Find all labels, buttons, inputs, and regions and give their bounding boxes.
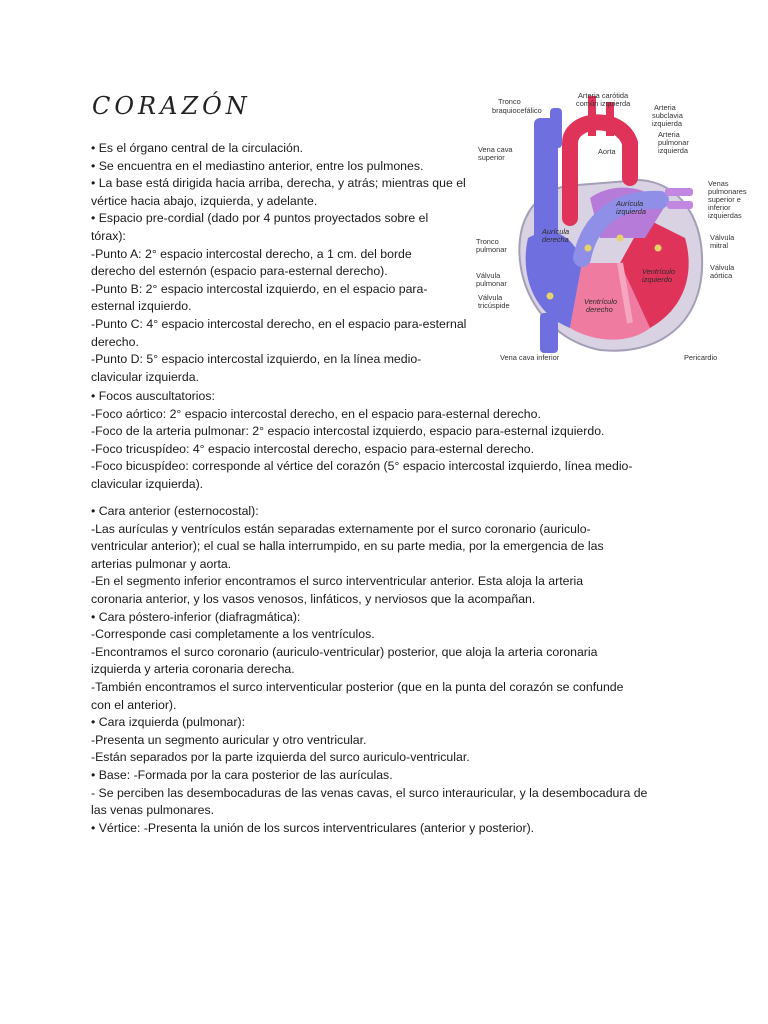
label-vena-cava-sup-2: superior xyxy=(478,153,505,162)
intro-line: derecho. xyxy=(91,334,139,349)
label-valvula-pulmonar-2: pulmonar xyxy=(476,279,507,288)
caras-line: -Corresponde casi completamente a los ventrículos. xyxy=(91,627,375,642)
brachiocephalic-trunk-shape xyxy=(550,108,562,148)
focos-section xyxy=(91,388,681,494)
caras-line: • Vértice: -Presenta la unión de los surcos interventriculares (anterior y posterior). xyxy=(91,820,535,835)
inferior-vena-cava-shape xyxy=(540,313,558,353)
intro-line: clavicular izquierda. xyxy=(91,369,199,384)
mitral-valve-dot xyxy=(655,245,662,252)
intro-line: derecho del esternón (espacio para-esternal derecho). xyxy=(91,264,388,279)
label-venas-pulm-3: superior e xyxy=(708,195,741,204)
caras-line: • Cara póstero-inferior (diafragmática): xyxy=(91,609,301,624)
label-subclavia-2: subclavia xyxy=(652,111,683,120)
label-tronco-braquiocefalico-2: braquiocefálico xyxy=(492,106,542,115)
tricuspid-valve-dot xyxy=(547,293,554,300)
label-venas-pulm-2: pulmonares xyxy=(708,187,747,196)
label-art-pulmonar-3: izquierda xyxy=(658,146,688,155)
focos-line: -Foco aórtico: 2° espacio intercostal derecho, en el espacio para-esternal derecho. xyxy=(91,406,541,421)
intro-line: • Se encuentra en el mediastino anterior, entre los pulmones. xyxy=(91,158,424,173)
caras-line: -También encontramos el surco interventicular posterior (que en la punta del corazón se confunde xyxy=(91,679,624,694)
intro-line: -Punto D: 5° espacio intercostal izquierdo, en la línea medio- xyxy=(91,352,422,367)
label-tronco-pulmonar-2: pulmonar xyxy=(476,245,507,254)
intro-line: vértice hacia abajo, izquierda, y adelante. xyxy=(91,193,318,208)
pulmonary-veins-shape xyxy=(665,188,693,196)
label-auricula-izq-2: izquierda xyxy=(616,207,646,216)
label-pericardio: Pericardio xyxy=(684,353,718,362)
focos-line: -Foco tricuspídeo: 4° espacio intercostal derecho, espacio para-esternal derecho. xyxy=(91,441,535,456)
caras-line: las venas pulmonares. xyxy=(91,803,215,818)
caras-line: -En el segmento inferior encontramos el surco interventricular anterior. Esta aloja la arteria xyxy=(91,574,584,589)
label-auricula-der-2: derecha xyxy=(542,235,569,244)
label-ventriculo-der-2: derecho xyxy=(586,305,613,314)
intro-line: esternal izquierdo. xyxy=(91,299,192,314)
label-carotida-1: Arteria carótida xyxy=(578,91,629,100)
intro-line: -Punto A: 2° espacio intercostal derecho, a 1 cm. del borde xyxy=(91,246,412,261)
intro-line: -Punto C: 4° espacio intercostal derecho, en el espacio para-esternal xyxy=(91,316,467,331)
label-auricula-izq-1: Aurícula xyxy=(616,199,644,208)
focos-line: -Foco bicuspídeo: corresponde al vértice del corazón (5° espacio intercostal izquierdo, línea medio- xyxy=(91,459,633,474)
label-valvula-mitral-2: mitral xyxy=(710,241,729,250)
caras-line: con el anterior). xyxy=(91,697,177,712)
label-valvula-pulmonar-1: Válvula xyxy=(476,271,501,280)
pulmonary-valve-dot xyxy=(585,245,592,252)
caras-line: -Presenta un segmento auricular y otro ventricular. xyxy=(91,732,367,747)
caras-line: -Encontramos el surco coronario (auriculo-ventricular) posterior, que aloja la arteria coronaria xyxy=(91,644,598,659)
caras-line: • Base: -Formada por la cara posterior de las aurículas. xyxy=(91,767,393,782)
label-aorta: Aorta xyxy=(598,147,616,156)
intro-section xyxy=(91,140,491,386)
focos-line: clavicular izquierda). xyxy=(91,476,204,491)
caras-line: ventricular anterior); el cual se halla interrumpido, en su parte media, por la emergencia de las xyxy=(91,539,604,554)
label-ventriculo-izq-1: Ventrículo xyxy=(642,267,676,276)
caras-line: coronaria anterior, y los vasos venosos, linfáticos, y nerviosos que la acompañan. xyxy=(91,591,536,606)
intro-line: -Punto B: 2° espacio intercostal izquierdo, en el espacio para- xyxy=(91,281,428,296)
label-valvula-tricuspide-1: Válvula xyxy=(478,293,503,302)
label-ventriculo-izq-2: izquierdo xyxy=(642,275,672,284)
label-valvula-mitral-1: Válvula xyxy=(710,233,735,242)
caras-line: -Las aurículas y ventrículos están separadas externamente por el surco coronario (auriculo- xyxy=(91,521,591,536)
caras-line: -Están separados por la parte izquierda del surco auriculo-ventricular. xyxy=(91,750,470,765)
label-tronco-pulmonar-1: Tronco xyxy=(476,237,499,246)
caras-line: izquierda y arteria coronaria derecha. xyxy=(91,662,295,677)
label-carotida-2: común izquierda xyxy=(576,99,631,108)
label-venas-pulm-4: inferior xyxy=(708,203,731,212)
caras-line: • Cara izquierda (pulmonar): xyxy=(91,715,245,730)
label-tronco-braquiocefalico-1: Tronco xyxy=(498,97,521,106)
intro-line: • Es el órgano central de la circulación. xyxy=(91,141,304,155)
heart-diagram xyxy=(470,88,760,368)
caras-section xyxy=(91,503,681,837)
label-ventriculo-der-1: Ventrículo xyxy=(584,297,618,306)
label-venas-pulm-5: izquierdas xyxy=(708,211,742,220)
label-auricula-der-1: Aurícula xyxy=(542,227,570,236)
page-title: CORAZÓN xyxy=(92,92,251,120)
label-vena-cava-inf: Vena cava inferior xyxy=(500,353,560,362)
label-subclavia-1: Arteria xyxy=(654,103,676,112)
label-venas-pulm-1: Venas xyxy=(708,179,729,188)
label-valvula-tricuspide-2: tricúspide xyxy=(478,301,510,310)
intro-line: • La base está dirigida hacia arriba, derecha, y atrás; mientras que el xyxy=(91,176,466,191)
label-vena-cava-sup-1: Vena cava xyxy=(478,145,513,154)
intro-line: tórax): xyxy=(91,228,126,243)
label-subclavia-3: izquierda xyxy=(652,119,682,128)
label-valvula-aortica-2: aórtica xyxy=(710,271,733,280)
caras-line: • Cara anterior (esternocostal): xyxy=(91,504,259,518)
focos-line: -Foco de la arteria pulmonar: 2° espacio intercostal izquierdo, espacio para-esternal izquierdo. xyxy=(91,424,605,439)
focos-line: • Focos auscultatorios: xyxy=(91,389,215,403)
label-valvula-aortica-1: Válvula xyxy=(710,263,735,272)
aortic-valve-dot xyxy=(617,235,624,242)
intro-line: • Espacio pre-cordial (dado por 4 puntos proyectados sobre el xyxy=(91,211,429,226)
label-art-pulmonar-1: Arteria xyxy=(658,130,680,139)
caras-line: - Se perciben las desembocaduras de las venas cavas, el surco interauricular, y la desembocadura de xyxy=(91,785,648,800)
label-art-pulmonar-2: pulmonar xyxy=(658,138,689,147)
caras-line: arterias pulmonar y aorta. xyxy=(91,556,232,571)
